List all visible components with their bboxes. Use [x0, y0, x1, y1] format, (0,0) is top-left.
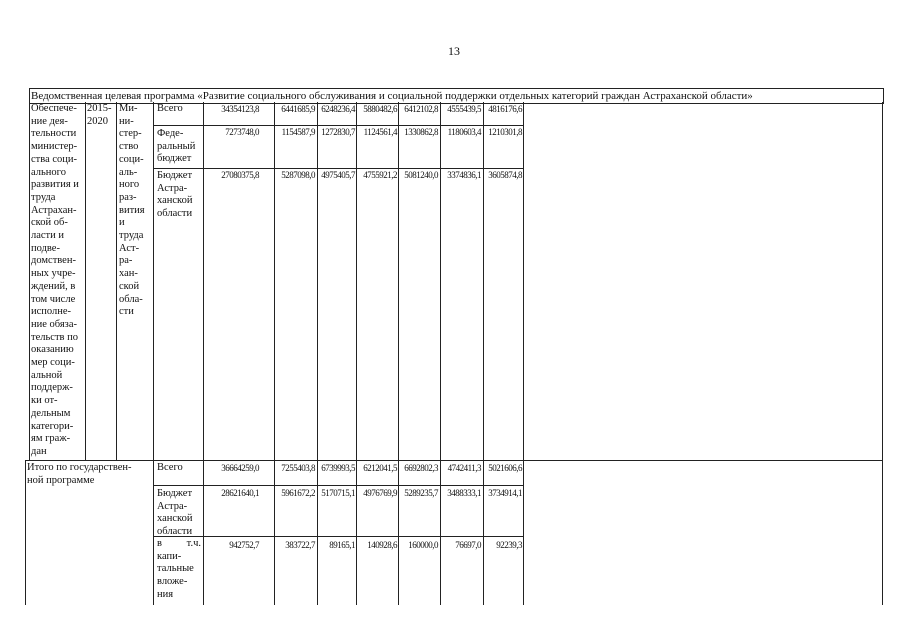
value-cell: 6412102,8 — [404, 104, 438, 114]
value-cell: 28621640,1 — [221, 488, 259, 498]
value-cell: 942752,7 — [229, 540, 259, 550]
value-cell: 89165,1 — [329, 540, 355, 550]
total-source-regional-budget: Бюджет Астра- ханской области — [157, 488, 193, 538]
total-source-capital-investment: в т.ч. капи- тальные вложе- ния — [157, 538, 201, 600]
value-cell: 160000,0 — [408, 540, 438, 550]
value-cell: 6692802,3 — [404, 463, 438, 473]
activity-name: Обеспече- ние дея- тельности министер- ства соци- ального развития и труда Астрахан- ской об- ласти и подве- домствен- ных учре- ждений, в том числе исполне- ние обяза- тельств по оказанию мер соци- альной поддерж- ки от- дельным категори- ям граж- дан — [31, 103, 79, 457]
value-cell: 4742411,3 — [447, 463, 481, 473]
value-cell: 92239,3 — [496, 540, 522, 550]
value-cell: 6248236,4 — [321, 104, 355, 114]
value-cell: 383722,7 — [285, 540, 315, 550]
value-cell: 1180603,4 — [447, 127, 481, 137]
program-header: Ведомственная целевая программа «Развитие социального обслуживания и социальной поддержки отдельных категорий граждан Астраханской области» — [31, 90, 753, 102]
value-cell: 6739993,5 — [321, 463, 355, 473]
capital-first-line: в т.ч. — [157, 538, 201, 549]
value-cell: 5021606,6 — [488, 463, 522, 473]
value-cell: 4555439,5 — [447, 104, 481, 114]
source-total: Всего — [157, 103, 183, 114]
value-cell: 1154587,9 — [281, 127, 315, 137]
value-cell: 5961672,2 — [281, 488, 315, 498]
value-cell: 34354123,8 — [221, 104, 259, 114]
source-federal-budget: Феде- ральный бюджет — [157, 128, 196, 165]
value-cell: 4755921,2 — [363, 170, 397, 180]
value-cell: 7255403,8 — [281, 463, 315, 473]
value-cell: 5289235,7 — [404, 488, 438, 498]
value-cell: 4816176,6 — [488, 104, 522, 114]
value-cell: 3488333,1 — [447, 488, 481, 498]
period: 2015- 2020 — [87, 103, 112, 127]
value-cell: 7273748,0 — [225, 127, 259, 137]
executor: Ми- ни- стер- ство соци- аль- ного раз- вития и труда Аст- ра- хан- ской обла- сти — [119, 103, 145, 318]
value-cell: 140928,6 — [367, 540, 397, 550]
value-cell: 76697,0 — [455, 540, 481, 550]
total-label: Итого по государствен- ной программе — [27, 462, 132, 486]
value-cell: 5170715,1 — [321, 488, 355, 498]
value-cell: 5287098,0 — [281, 170, 315, 180]
value-cell: 27080375,8 — [221, 170, 259, 180]
page-number: 13 — [448, 44, 460, 58]
value-cell: 3605874,8 — [488, 170, 522, 180]
value-cell: 6441685,9 — [281, 104, 315, 114]
value-cell: 5081240,0 — [404, 170, 438, 180]
value-cell: 1272830,7 — [321, 127, 355, 137]
value-cell: 3374836,1 — [447, 170, 481, 180]
value-cell: 6212041,5 — [363, 463, 397, 473]
value-cell: 4976769,9 — [363, 488, 397, 498]
value-cell: 36664259,0 — [221, 463, 259, 473]
value-cell: 1210301,8 — [488, 127, 522, 137]
value-cell: 1124561,4 — [363, 127, 397, 137]
value-cell: 1330862,8 — [404, 127, 438, 137]
total-source-all: Всего — [157, 462, 183, 473]
value-cell: 5880482,6 — [363, 104, 397, 114]
source-regional-budget: Бюджет Астра- ханской области — [157, 170, 193, 220]
value-cell: 3734914,1 — [488, 488, 522, 498]
value-cell: 4975405,7 — [321, 170, 355, 180]
